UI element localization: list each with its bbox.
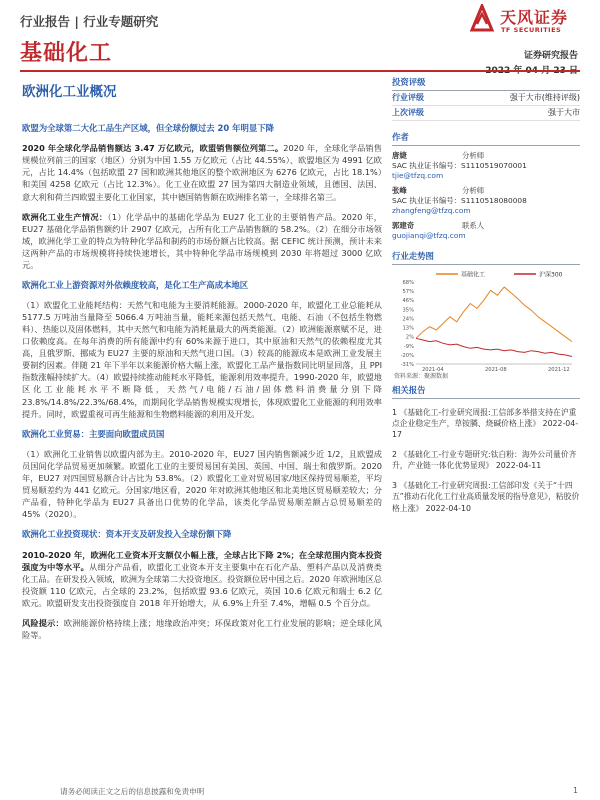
- author-name: 郭建奇: [392, 221, 415, 231]
- series-line: [416, 287, 572, 342]
- related-title: 相关报告: [392, 384, 426, 395]
- related-report-link[interactable]: 3 《基础化工-行业研究周报:工信部印发《关于“十四五”推动石化化工行业高质量发展的指导意见》，粘胶价格上涨》 2022-04-10: [392, 480, 580, 513]
- y-tick-label: -9%: [403, 343, 414, 350]
- paragraph-production-lead: 欧洲化工业生产情况：: [22, 211, 108, 222]
- page-number: 1: [573, 786, 578, 795]
- paragraph-investment-text: 从细分产品看，欧盟化工业资本开支主要集中在石化产品、塑料产品以及消费类化工品。在研发投入领域，欧洲为全球第二大投资地区。投资额位居中国之后。2020 年欧洲地区总投资额 110 亿欧元，占全球的 23.2%，包括欧盟 93.6 亿欧元，英国 10.6 亿欧元和瑞士 6.2 亿欧元。欧盟研发支出投资强度自 2018 年开始增大，从 6.9%上升至 7.4%，增幅 0.5 个百分点。: [22, 561, 382, 608]
- report-body: [22, 122, 382, 649]
- x-tick-label: 2021-12: [548, 366, 570, 373]
- y-tick-label: 2%: [405, 334, 414, 341]
- trend-divider: [392, 264, 580, 265]
- section-heading-trade: 欧洲化工业贸易：主要面向欧盟成员国: [22, 428, 165, 439]
- y-tick-label: 57%: [402, 288, 414, 295]
- author-card: [392, 221, 580, 241]
- report-subtitle: 欧洲化工业概况: [22, 84, 117, 100]
- rating-row: [392, 91, 580, 106]
- legend-label: 基础化工: [461, 271, 486, 278]
- y-tick-label: -20%: [400, 352, 414, 359]
- chart-source: 资料来源：聚源数据: [394, 372, 449, 380]
- author-role: 联系人: [462, 221, 485, 231]
- trend-chart-svg: [392, 268, 580, 380]
- paragraph-trade: （1）欧洲化工业销售以欧盟内部为主。2010-2020 年，EU27 国内销售额减少近 1/2，且欧盟成员国间化学品贸易更加频繁。欧盟化工业的主要贸易国有美国、英国、中国、瑞士和俄罗斯。2020 年，EU27 对四国贸易额合计占比为 53.8%。（2）欧盟化工业对贸易国家/地区保持贸易顺差，平均贸易顺差约为 441 亿欧元。分国家/地区看，2020 年对欧洲其他地区和北美地区贸易顺差较大；分产品看，特种化学品为 EU27 具备出口优势的化学品，该类化学品贸易顺差额占总贸易顺差的 45%（2020）。: [22, 448, 382, 520]
- rating-key: 上次评级: [392, 108, 424, 117]
- section-heading-resources: 欧洲化工业上游资源对外依赖度较高，是化工生产高成本地区: [22, 279, 249, 290]
- paragraph-resources: （1）欧盟化工业能耗结构：天然气和电能为主要消耗能源。2000-2020 年，欧盟化工业总能耗从 5177.5 万吨油当量降至 5066.4 万吨油当量，能耗来源包括天然气、电能、石油（不包括生物燃料）、热能以及固体燃料，其中天然气和电能为消耗量最大的两类能源。（2）欧洲能源禀赋不足，进口依赖度高。在每年消费的所有能源中约有 60%来源于进口，其中原油和天然气的依赖程度尤其高，且俄罗斯、挪威为 EU27 主要的原油和天然气进口国。（3）较高的能源成本是欧洲工业发展主要制约因素。伴随 21 年下半年以来能源价格大幅上涨，欧盟化工品产量指数同比明显回落，且 PPI 指数涨幅持续扩大。（4）欧盟持续推动能耗水平降低，能源利用效率提升。1990-2020 年，欧盟地区化工业能耗水平不断降低，天然气/电能/石油/固体燃料消费量分别下降 23.8%/14.8%/22.3%/68.4%，而期间化学品销售规模实现增长，体现欧盟化工业能源的利用效率提升。同时，欧盟重视可再生能源和生物燃料能源的利用及开发。: [22, 300, 382, 419]
- paragraph-sales-lead: 2020 年全球化学品销售额达 3.47 万亿欧元，欧盟销售额位列第二。: [22, 143, 284, 154]
- authors-title: 作者: [392, 132, 409, 142]
- paragraph-investment-lead: 2010-2020 年，欧洲化工业资本开支额仅小幅上涨，全球占比下降 2%；在全球范围内资本投资强度为中等水平。: [22, 549, 382, 572]
- paragraph-production-text: （1）化学品中的基础化学品为 EU27 化工业的主要销售产品。2020 年，EU27 基础化学品销售额约计 2907 亿欧元，占所有化工产品销售额的 58.2%。（2）在细分市场领域，欧洲化学工业的特点为特种化学品和制药的市场份额占比较高。据 CEFIC 统计预测，预计未来这两种产品的市场规模将持续快速增长，其中特种化学品市场规模到 2030 年将超过 3000 亿欧元。: [22, 211, 382, 270]
- author-role: 分析师: [462, 186, 485, 196]
- related-divider: [392, 398, 580, 399]
- rating-row: [392, 106, 580, 121]
- paragraph-sales: [22, 142, 382, 202]
- paragraph-investment: [22, 549, 382, 609]
- y-tick-label: 24%: [402, 315, 414, 322]
- risk-text: 欧洲能源价格持续上涨；地缘政治冲突；环保政策对化工行业发展的影响；逆全球化风险等。: [22, 617, 382, 640]
- rating-value: 强于大市(维持评级): [509, 93, 580, 102]
- author-card: [392, 186, 580, 216]
- section-headline: 欧盟为全球第二大化工品生产区域，但全球份额过去 20 年明显下降: [22, 123, 274, 133]
- rating-key: 行业评级: [392, 93, 424, 102]
- legend-label: 沪深300: [539, 271, 563, 278]
- paragraph-production: [22, 211, 382, 271]
- breadcrumb: 行业报告 | 行业专题研究: [20, 14, 159, 29]
- footer-disclaimer: 请务必阅读正文之后的信息披露和免责申明: [60, 787, 205, 796]
- series-line: [416, 338, 572, 356]
- author-license: SAC 执业证书编号：S1110519070001: [392, 161, 527, 171]
- logo-mark-icon: [468, 4, 496, 34]
- author-card: [392, 151, 580, 181]
- page-title: 基础化工: [20, 41, 113, 66]
- author-name: 张峰: [392, 186, 407, 196]
- section-heading-investment: 欧洲化工业投资现状：资本开支及研发投入全球份额下降: [22, 529, 232, 540]
- author-email[interactable]: guojianqi@tfzq.com: [392, 231, 466, 241]
- x-tick-label: 2021-08: [485, 366, 507, 373]
- paragraph-sales-text: 2020 年，全球化学品销售规模位列前三的国家（地区）分别为中国 1.55 万亿欧元（占比 44.55%）、欧盟地区为 4991 亿欧元，占比 14.4%（包括欧盟 27 国和欧洲其他地区的整个欧洲地区为 6276 亿欧元，占比 18.1%）和美国 4258 亿欧元（占比 12.3%）。化工业在欧盟 27 国为第四大制造业领域，且德国、法国、意大利和荷兰四欧盟主要化工业国家，其中德国销售额在欧洲排名第一，全球排名第三。: [22, 143, 382, 202]
- rating-value: 强于大市: [548, 108, 580, 117]
- rating-title: 投资评级: [392, 77, 426, 87]
- risk-lead: 风险提示：: [22, 617, 64, 628]
- authors-divider: [392, 145, 580, 146]
- y-tick-label: 13%: [402, 325, 414, 332]
- y-tick-label: 35%: [402, 306, 414, 313]
- title-divider: [20, 70, 580, 72]
- paragraph-risk: [22, 617, 382, 641]
- author-license: SAC 执业证书编号：S1110518080008: [392, 196, 527, 206]
- logo-text-cn: 天风证券: [500, 8, 569, 27]
- related-report-link[interactable]: 2 《基础化工-行业专题研究:钛白粉：海外公司量价齐升，产业链一体化优势显现》 2022-04-11: [392, 449, 577, 471]
- author-email[interactable]: zhangfeng@tfzq.com: [392, 206, 471, 216]
- author-role: 分析师: [462, 151, 485, 160]
- trend-chart: [392, 268, 580, 380]
- trend-title: 行业走势图: [392, 250, 434, 261]
- y-tick-label: 46%: [402, 297, 414, 304]
- y-tick-label: 68%: [402, 279, 414, 286]
- x-tick-label: 2021-04: [422, 366, 444, 373]
- author-email[interactable]: tjie@tfzq.com: [392, 171, 444, 181]
- logo-text-en: TF SECURITIES: [501, 26, 562, 34]
- sidebar: [392, 76, 580, 514]
- y-tick-label: -31%: [400, 361, 414, 368]
- author-name: 唐婕: [392, 151, 407, 160]
- report-type: 证券研究报告: [523, 51, 578, 61]
- logo: [468, 4, 588, 38]
- related-report-link[interactable]: 1 《基础化工-行业研究周报:工信部多举措支持在沪重点企业稳定生产，草铵膦、烧碱价格上涨》 2022-04-17: [392, 407, 579, 440]
